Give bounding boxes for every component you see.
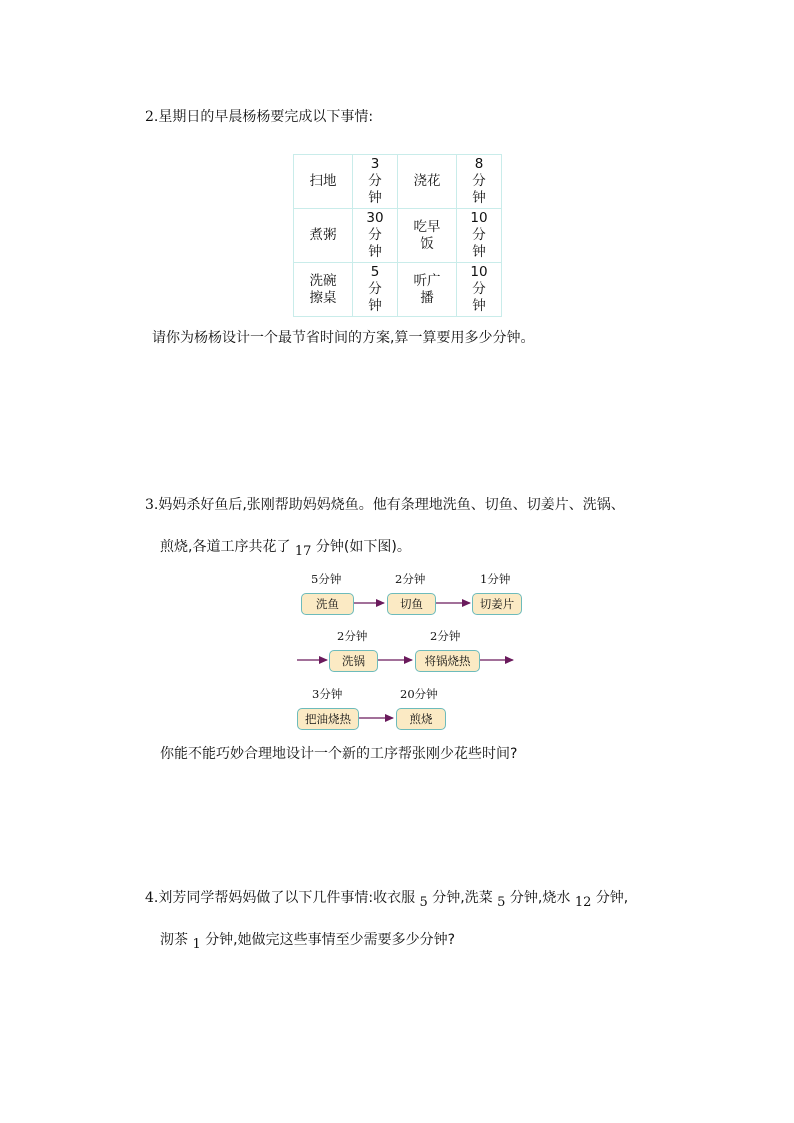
question-4-text: 分钟,烧水 <box>509 890 571 906</box>
task-name: 洗碗擦桌 <box>309 272 337 306</box>
step-box-cut-fish: 切鱼 <box>387 593 436 615</box>
question-4-value: 5 <box>419 895 428 910</box>
step-time: 2分钟 <box>337 629 368 643</box>
question-3-text-b: 分钟(如下图)。 <box>315 539 411 555</box>
question-4-value: 5 <box>497 895 506 910</box>
task-time: 3分钟 <box>368 156 382 206</box>
task-time: 10分钟 <box>470 210 488 260</box>
question-4-value: 1 <box>192 937 201 952</box>
task-name: 煮粥 <box>309 227 337 243</box>
question-4-number: 4. <box>145 890 159 906</box>
step-time: 3分钟 <box>312 687 343 701</box>
question-3-number-17: 17 <box>294 544 312 559</box>
task-time: 30分钟 <box>366 210 384 260</box>
step-time: 1分钟 <box>480 572 511 586</box>
step-box-heat-oil: 把油烧热 <box>297 708 359 730</box>
question-3-prompt: 你能不能巧妙合理地设计一个新的工序帮张刚少花些时间? <box>160 746 518 762</box>
question-4-line-2 <box>160 931 455 950</box>
task-name: 听广播 <box>413 272 441 306</box>
question-4-text: 沏茶 <box>160 932 188 948</box>
question-2-number: 2. <box>145 109 159 125</box>
question-4-text: 分钟,她做完这些事情至少需要多少分钟? <box>205 932 456 948</box>
step-time: 5分钟 <box>311 572 342 586</box>
task-name: 吃早饭 <box>413 218 441 252</box>
task-time: 5分钟 <box>368 264 382 314</box>
step-time: 2分钟 <box>430 629 461 643</box>
task-name: 扫地 <box>309 173 337 189</box>
question-4-text: 分钟, <box>595 890 629 906</box>
task-time: 8分钟 <box>472 156 486 206</box>
step-box-slice-ginger: 切姜片 <box>472 593 522 615</box>
task-name: 浇花 <box>413 173 441 189</box>
task-time: 10分钟 <box>470 264 488 314</box>
question-4-value: 12 <box>574 895 592 910</box>
question-2-text: 星期日的早晨杨杨要完成以下事情: <box>158 109 374 125</box>
question-4-line-1 <box>145 889 628 908</box>
step-time: 20分钟 <box>400 687 438 701</box>
step-box-wash-pot: 洗锅 <box>329 650 378 672</box>
step-box-heat-pot: 将锅烧热 <box>415 650 480 672</box>
question-3-number: 3. <box>145 497 159 513</box>
question-3-text: 妈妈杀好鱼后,张刚帮助妈妈烧鱼。他有条理地洗鱼、切鱼、切姜片、洗锅、 <box>158 497 625 513</box>
question-4-text: 刘芳同学帮妈妈做了以下几件事情:收衣服 <box>158 890 416 906</box>
step-box-fry: 煎烧 <box>396 708 446 730</box>
step-box-wash-fish: 洗鱼 <box>301 593 354 615</box>
question-4-text: 分钟,洗菜 <box>432 890 493 906</box>
step-time: 2分钟 <box>395 572 426 586</box>
question-2-prompt: 请你为杨杨设计一个最节省时间的方案,算一算要用多少分钟。 <box>152 330 535 346</box>
question-3-text-a: 煎烧,各道工序共花了 <box>160 539 291 555</box>
